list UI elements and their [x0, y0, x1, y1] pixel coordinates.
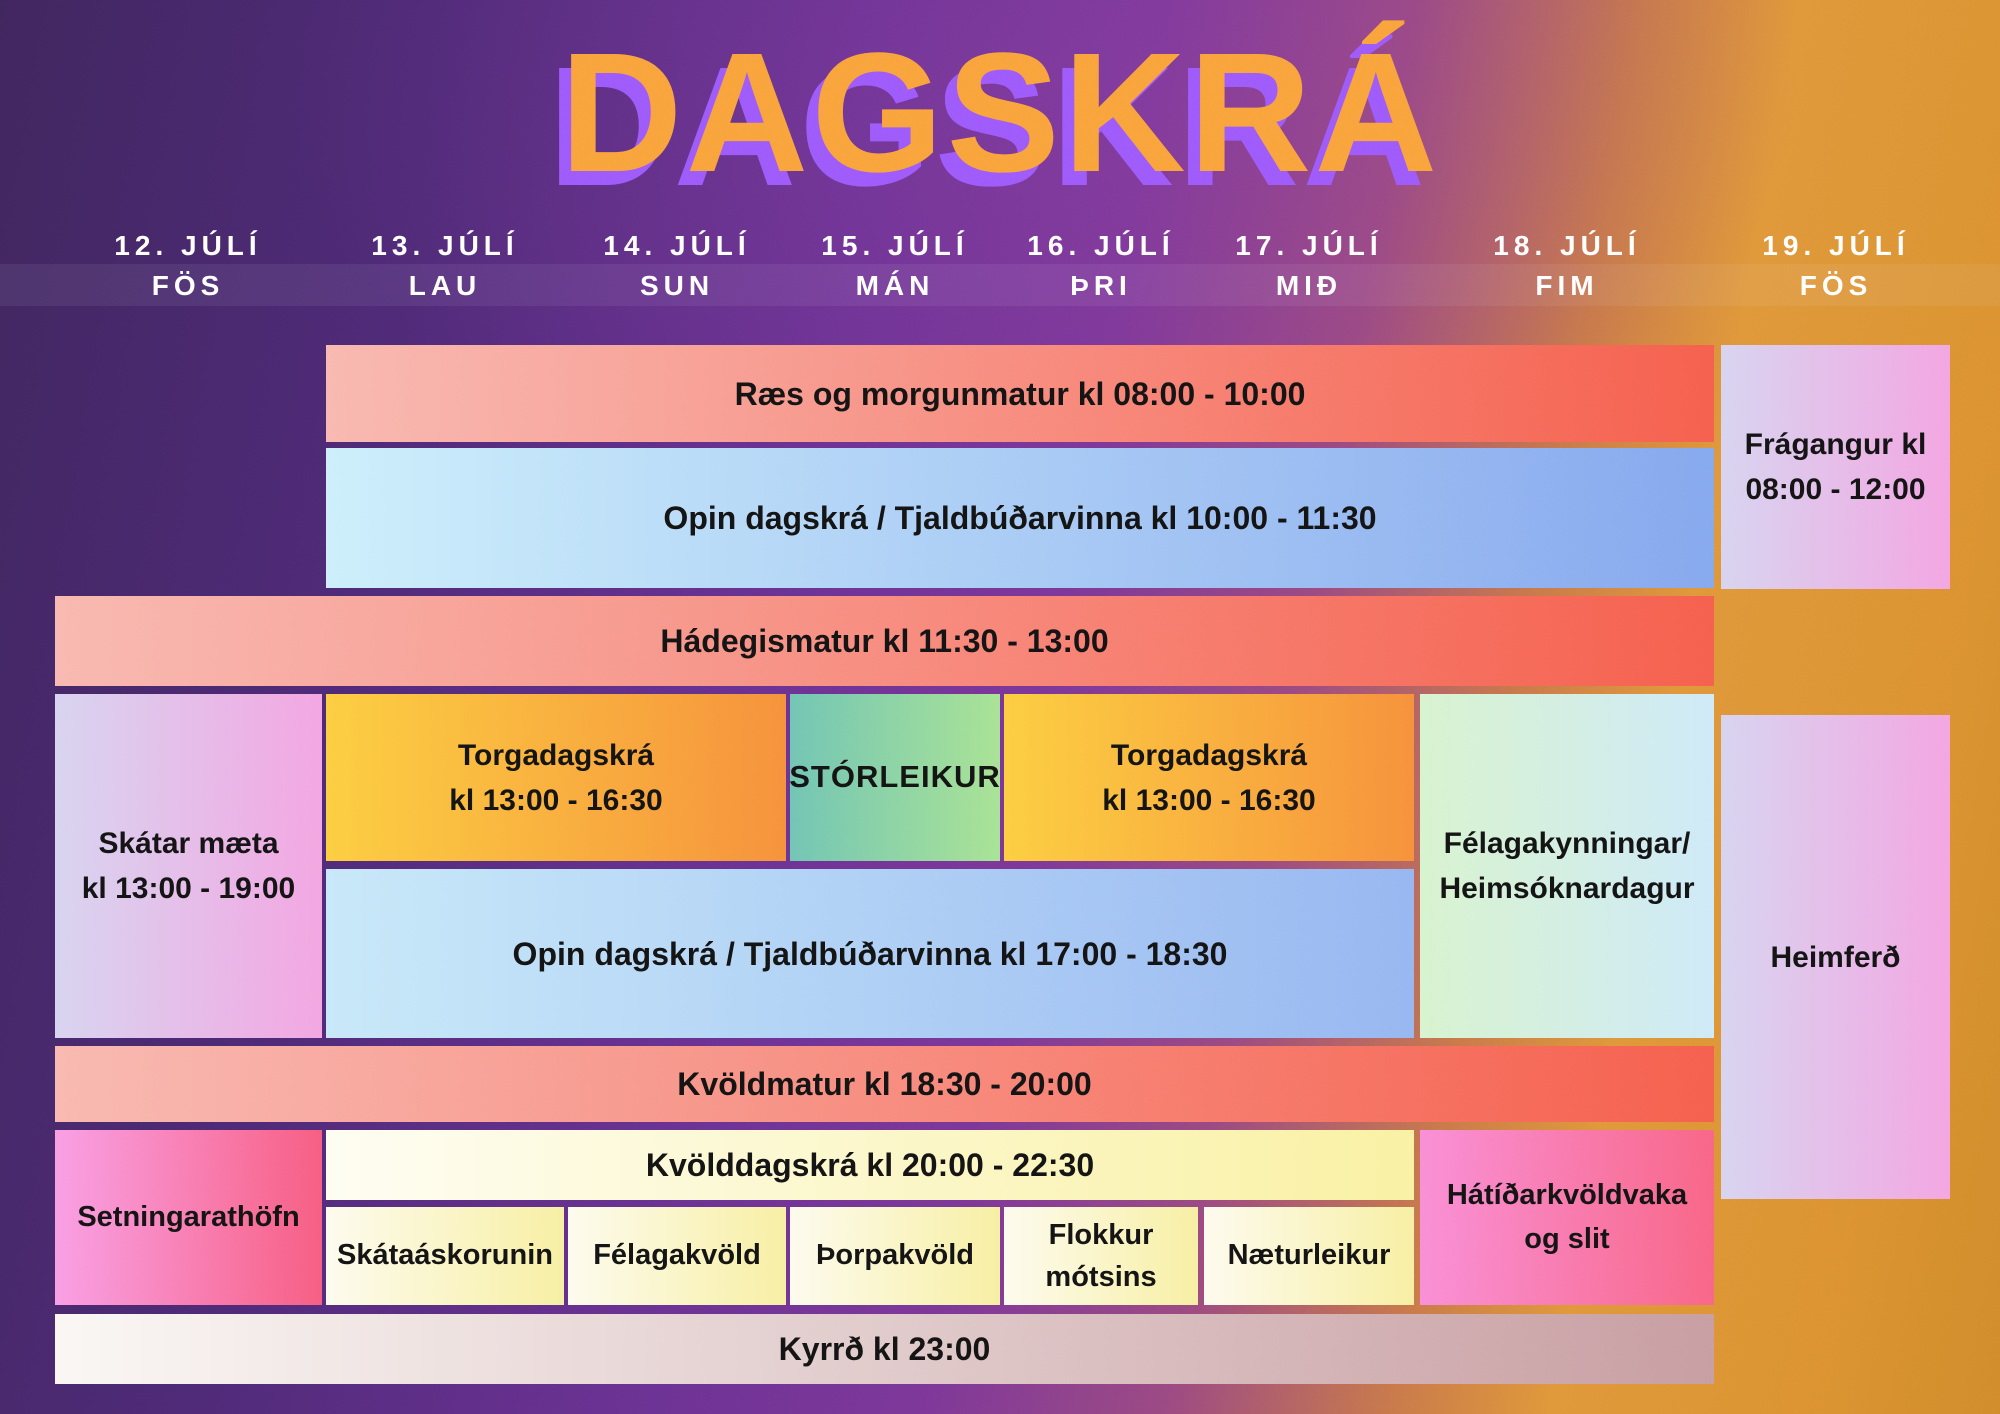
day-weekday: FIM [1535, 270, 1599, 301]
event-label-line2: kl 13:00 - 19:00 [81, 872, 296, 905]
event-label: Skátaáskorunin [337, 1239, 553, 1272]
event-naeturleikur [1204, 1207, 1414, 1305]
event-raes-morgunmatur [326, 345, 1714, 442]
event-kyrrd [55, 1314, 1714, 1384]
event-fragangur [1721, 345, 1950, 589]
day-weekday: SUN [639, 270, 715, 301]
day-header-18-juli [1437, 226, 1697, 306]
day-header-12-juli [58, 226, 318, 306]
event-label-line1: Torgadagskrá [1110, 738, 1308, 772]
day-date: 13. JÚLÍ [371, 230, 519, 261]
day-header-19-juli [1706, 226, 1966, 306]
event-label: Ræs og morgunmatur kl 08:00 - 10:00 [734, 375, 1306, 412]
event-label: Næturleikur [1227, 1239, 1391, 1272]
day-date: 14. JÚLÍ [603, 230, 751, 261]
event-hadegismatur [55, 596, 1714, 686]
event-label-line2: kl 13:00 - 16:30 [1102, 783, 1316, 817]
day-weekday: FÖS [1799, 270, 1873, 301]
event-label: Þorpakvöld [816, 1239, 974, 1272]
event-hatidarkvoldvaka [1420, 1130, 1714, 1305]
event-label: Setningarathöfn [77, 1200, 300, 1233]
day-date: 16. JÚLÍ [1027, 230, 1175, 261]
day-weekday: ÞRI [1070, 270, 1132, 301]
event-label: Heimferð [1770, 940, 1901, 974]
event-label: Hádegismatur kl 11:30 - 13:00 [660, 623, 1109, 659]
event-label-line2: og slit [1524, 1222, 1610, 1255]
event-label: Kyrrð kl 23:00 [778, 1331, 991, 1367]
event-label-line1: Félagakynningar/ [1443, 827, 1691, 860]
event-thorpakvold [790, 1207, 1000, 1305]
poster-title: DAGSKRÁ [559, 18, 1441, 208]
event-felagakvold [568, 1207, 786, 1305]
event-opin-dagskra-morgun [326, 448, 1714, 588]
event-label-line2: Heimsóknardagur [1439, 872, 1695, 905]
day-header-17-juli [1179, 226, 1439, 306]
event-torgadagskra-2 [1004, 694, 1414, 861]
event-label-line1: Skátar mæta [98, 827, 279, 860]
event-skatar-maeta [55, 694, 322, 1038]
event-flokkur-motsins [1004, 1207, 1198, 1305]
event-label: Opin dagskrá / Tjaldbúðarvinna kl 10:00 - 11:30 [663, 500, 1377, 536]
day-weekday: MÁN [855, 270, 935, 301]
event-label-line2: kl 13:00 - 16:30 [449, 783, 663, 817]
day-date: 12. JÚLÍ [114, 230, 262, 261]
event-heimferd [1721, 715, 1950, 1199]
event-kvoldmatur [55, 1046, 1714, 1122]
day-header-13-juli [315, 226, 575, 306]
day-date: 15. JÚLÍ [821, 230, 969, 261]
event-label: Kvöldmatur kl 18:30 - 20:00 [677, 1066, 1092, 1102]
event-storleikur [790, 694, 1000, 861]
day-date: 17. JÚLÍ [1235, 230, 1383, 261]
day-date: 19. JÚLÍ [1762, 230, 1910, 261]
day-date: 18. JÚLÍ [1493, 230, 1641, 261]
event-label: Opin dagskrá / Tjaldbúðarvinna kl 17:00 - 18:30 [512, 935, 1228, 972]
event-label-line2: 08:00 - 12:00 [1745, 473, 1926, 506]
event-kvolddagskra [326, 1130, 1414, 1200]
event-opin-dagskra-kvold [326, 869, 1414, 1038]
event-label: Félagakvöld [593, 1239, 761, 1272]
event-label: Kvölddagskrá kl 20:00 - 22:30 [645, 1147, 1095, 1183]
event-setningarathofn [55, 1130, 322, 1305]
event-label-line1: Frágangur kl [1744, 428, 1927, 461]
event-label-line1: Torgadagskrá [457, 738, 655, 772]
event-label-line2: mótsins [1045, 1261, 1157, 1293]
event-label-line1: Flokkur [1048, 1218, 1154, 1251]
event-label: STÓRLEIKUR [789, 759, 1001, 795]
event-felagakynningar-heimsoknardagur [1420, 694, 1714, 1038]
day-weekday: LAU [408, 270, 482, 301]
event-torgadagskra-1 [326, 694, 786, 861]
event-skataaskorunin [326, 1207, 564, 1305]
day-weekday: FÖS [151, 270, 225, 301]
event-label-line1: Hátíðarkvöldvaka [1446, 1179, 1688, 1211]
day-weekday: MIÐ [1275, 270, 1343, 301]
